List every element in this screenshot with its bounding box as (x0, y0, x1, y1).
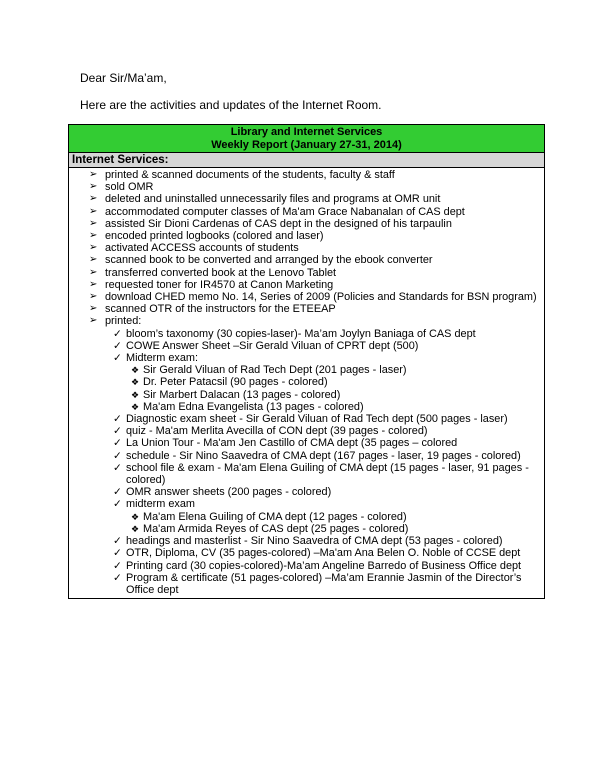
bullet-icon: ➢ (89, 217, 98, 229)
bullet-icon: ➢ (89, 278, 98, 290)
list-item-text: sold OMR (105, 181, 154, 194)
greeting: Dear Sir/Ma’am, (80, 71, 167, 85)
section-heading: Internet Services: (69, 153, 544, 168)
activities-list (69, 168, 544, 598)
activity-item (69, 218, 540, 230)
bullet-icon: ➢ (89, 266, 98, 278)
bullet-icon: ✓ (113, 327, 122, 340)
list-item-text: bloom’s taxonomy (30 copies-laser)- Ma’am Joylyn Baniaga of CAS dept (126, 327, 476, 340)
sub-list (128, 511, 540, 535)
list-item-text: school file & exam - Ma'am Elena Guiling of CMA dept (15 pages - laser, 91 pages - colored) (126, 461, 529, 487)
printed-item (109, 498, 540, 535)
list-item-text: Ma'am Armida Reyes of CAS dept (25 pages - colored) (143, 522, 409, 535)
bullet-icon: ✓ (113, 339, 122, 352)
report-subtitle: Weekly Report (January 27-31, 2014) (211, 139, 402, 151)
printed-item (109, 340, 540, 352)
list-item-text: Sir Marbert Dalacan (13 pages - colored) (143, 388, 341, 401)
list-item-text: encoded printed logbooks (colored and laser) (105, 230, 324, 243)
bullet-icon: ✓ (113, 486, 122, 499)
sub-list (128, 364, 540, 413)
bullet-icon: ✓ (113, 437, 122, 450)
list-item-text: Program & certificate (51 pages-colored) –Ma’am Erannie Jasmin of the Director’s Office dept (126, 571, 522, 596)
list-item-text: Printing card (30 copies-colored)-Ma’am Angeline Barredo of Business Office dept (126, 559, 522, 572)
printed-item (109, 450, 540, 462)
bullet-icon: ✓ (113, 535, 122, 548)
list-item-text: OMR answer sheets (200 pages - colored) (126, 486, 332, 499)
list-item-text: assisted Sir Dioni Cardenas of CAS dept in the designed of his tarpaulin (105, 217, 452, 230)
activity-item (69, 279, 540, 291)
bullet-icon: ❖ (131, 523, 140, 534)
list-item-text: headings and masterlist - Sir Nino Saavedra of CMA dept (53 pages - colored) (126, 535, 503, 548)
bullet-icon: ❖ (131, 401, 140, 412)
report-title: Library and Internet Services (230, 126, 383, 138)
activity-item (69, 315, 540, 596)
list-item-text: scanned book to be converted and arranged by the ebook converter (105, 254, 433, 267)
intro-text: Here are the activities and updates of the Internet Room. (80, 98, 382, 112)
printed-item (109, 462, 540, 486)
list-item-text: Ma'am Edna Evangelista (13 pages - colored) (143, 400, 364, 413)
list-item-text: quiz - Ma'am Merlita Avecilla of CON dept (39 pages - colored) (126, 425, 428, 438)
activity-item (69, 291, 540, 303)
bullet-icon: ✓ (113, 352, 122, 365)
list-item-text: deleted and uninstalled unnecessarily files and programs at OMR unit (105, 193, 441, 206)
printed-item (109, 572, 540, 596)
bullet-icon: ✓ (113, 559, 122, 572)
list-item-text: Dr. Peter Patacsil (90 pages - colored) (143, 376, 328, 389)
printed-item (109, 352, 540, 413)
activity-item (69, 303, 540, 315)
list-item-text: accommodated computer classes of Ma'am Grace Nabanalan of CAS dept (105, 205, 465, 218)
activity-item (69, 254, 540, 266)
activity-item (69, 206, 540, 218)
activity-item (69, 267, 540, 279)
list-item-text: printed: (105, 315, 142, 328)
weekly-report-table (68, 124, 545, 599)
printed-list (109, 328, 540, 596)
list-item-text: download CHED memo No. 14, Series of 2009 (Policies and Standards for BSN program) (105, 291, 537, 304)
bullet-icon: ➢ (89, 193, 98, 205)
printed-item (109, 486, 540, 498)
bullet-icon: ➢ (89, 291, 98, 303)
bullet-icon: ✓ (113, 498, 122, 511)
list-item-text: activated ACCESS accounts of students (105, 242, 299, 255)
printed-item (109, 535, 540, 547)
bullet-icon: ➢ (89, 303, 98, 315)
bullet-icon: ❖ (131, 389, 140, 400)
list-item-text: scanned OTR of the instructors for the ETEEAP (105, 303, 336, 316)
activity-item (69, 242, 540, 254)
bullet-icon: ➢ (89, 169, 98, 180)
activity-item (69, 169, 540, 181)
activity-item (69, 230, 540, 242)
printed-item (109, 560, 540, 572)
bullet-icon: ❖ (131, 365, 140, 376)
list-item-text: transferred converted book at the Lenovo Tablet (105, 266, 337, 279)
bullet-icon: ➢ (89, 254, 98, 266)
sub-list-item (128, 511, 540, 523)
bullet-icon: ➢ (89, 181, 98, 193)
activity-item (69, 181, 540, 193)
sub-list-item (128, 376, 540, 388)
bullet-icon: ➢ (89, 315, 98, 327)
bullet-icon: ✓ (113, 425, 122, 438)
bullet-icon: ➢ (89, 205, 98, 217)
list-item-text: printed & scanned documents of the students, faculty & staff (105, 169, 395, 181)
list-item-text: Midterm exam: (126, 352, 199, 365)
list-item-text: Ma'am Elena Guiling of CMA dept (12 pages - colored) (143, 510, 407, 523)
printed-item (109, 547, 540, 559)
printed-item (109, 437, 540, 449)
bullet-icon: ➢ (89, 242, 98, 254)
bullet-icon: ✓ (113, 547, 122, 560)
bullet-icon: ❖ (131, 511, 140, 522)
list-item-text: requested toner for IR4570 at Canon Marketing (105, 278, 334, 291)
report-header (69, 125, 544, 153)
bullet-icon: ✓ (113, 413, 122, 426)
sub-list-item (128, 401, 540, 413)
bullet-icon: ❖ (131, 377, 140, 388)
list-item-text: La Union Tour - Ma'am Jen Castillo of CMA dept (35 pages – colored (126, 437, 458, 450)
list-item-text: schedule - Sir Nino Saavedra of CMA dept (167 pages - laser, 19 pages - colored) (126, 449, 521, 462)
bullet-icon: ✓ (113, 449, 122, 462)
bullet-icon: ➢ (89, 230, 98, 242)
list-item-text: Sir Gerald Viluan of Rad Tech Dept (201 pages - laser) (143, 364, 407, 377)
sub-list-item (128, 389, 540, 401)
sub-list-item (128, 523, 540, 535)
list-item-text: Diagnostic exam sheet - Sir Gerald Viluan of Rad Tech dept (500 pages - laser) (126, 413, 508, 426)
printed-item (109, 425, 540, 437)
printed-item (109, 413, 540, 425)
activity-item (69, 193, 540, 205)
list-item-text: COWE Answer Sheet –Sir Gerald Viluan of CPRT dept (500) (126, 339, 419, 352)
bullet-icon: ✓ (113, 461, 122, 474)
list-item-text: OTR, Diploma, CV (35 pages-colored) –Ma'am Ana Belen O. Noble of CCSE dept (126, 547, 521, 560)
printed-item (109, 328, 540, 340)
sub-list-item (128, 364, 540, 376)
bullet-icon: ✓ (113, 571, 122, 584)
list-item-text: midterm exam (126, 498, 195, 511)
